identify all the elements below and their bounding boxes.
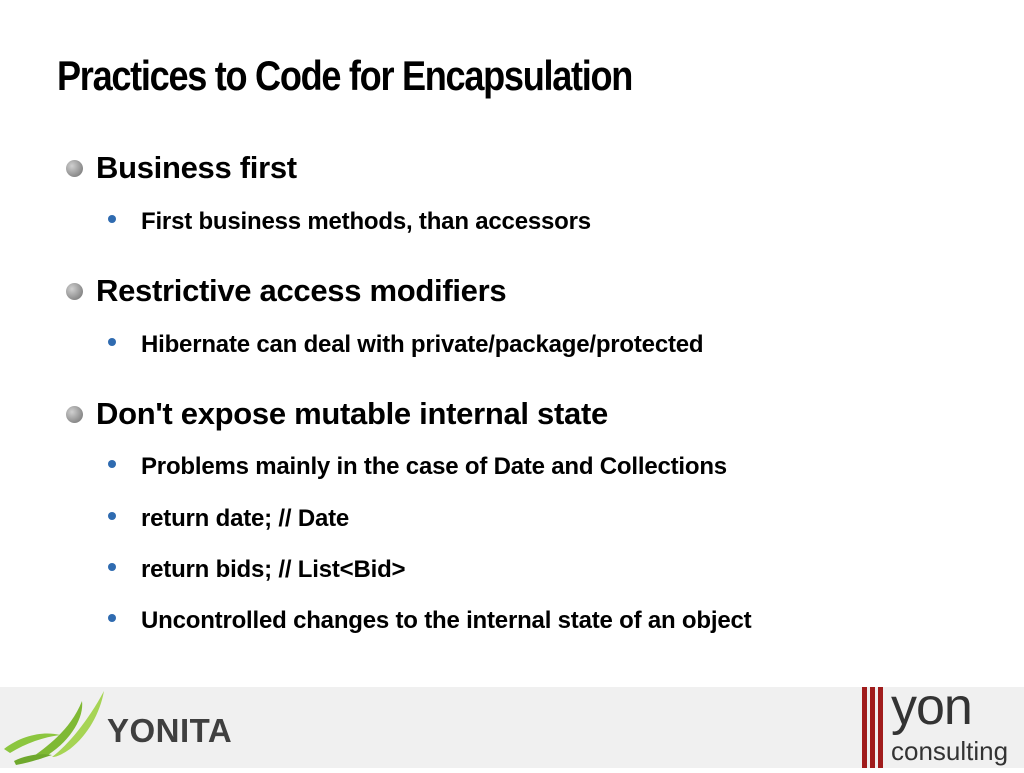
bullet-dot-icon — [66, 160, 83, 177]
yonita-swoosh-logo-icon — [0, 687, 110, 768]
sub-bullet-dot-icon — [108, 614, 116, 622]
sub-bullet-text: return date; // Date — [141, 505, 350, 532]
sub-bullet-item — [108, 607, 751, 635]
sub-bullet-text: First business methods, than accessors — [141, 208, 591, 235]
bullet-text: Don't expose mutable internal state — [96, 396, 608, 431]
sub-bullet-item — [108, 556, 405, 584]
sub-bullet-dot-icon — [108, 215, 116, 223]
sub-bullet-text: Hibernate can deal with private/package/protected — [141, 331, 704, 358]
bullet-text: Restrictive access modifiers — [96, 273, 507, 308]
bullet-text: Business first — [96, 150, 297, 185]
sub-bullet-dot-icon — [108, 563, 116, 571]
sub-bullet-item — [108, 505, 349, 533]
yonita-wordmark: YONITA — [107, 712, 233, 749]
sub-bullet-text: return bids; // List<Bid> — [141, 556, 406, 583]
sub-bullet-item — [108, 208, 591, 236]
bullet-dot-icon — [66, 406, 83, 423]
sub-bullet-dot-icon — [108, 512, 116, 520]
sub-bullet-item — [108, 453, 727, 481]
yon-bars-icon — [862, 687, 884, 768]
footer-bar — [0, 678, 1024, 768]
sub-bullet-dot-icon — [108, 338, 116, 346]
bullet-item — [66, 273, 506, 309]
sub-bullet-item — [108, 331, 703, 359]
yon-wordmark: yon — [891, 678, 972, 736]
yonita-logo — [0, 687, 260, 768]
bullet-item — [66, 396, 608, 432]
bullet-item — [66, 150, 297, 186]
slide-title: Practices to Code for Encapsulation — [57, 52, 633, 99]
sub-bullet-text: Uncontrolled changes to the internal state of an object — [141, 607, 752, 634]
sub-bullet-dot-icon — [108, 460, 116, 468]
yon-consulting-logo — [858, 678, 1024, 768]
bullet-dot-icon — [66, 283, 83, 300]
sub-bullet-text: Problems mainly in the case of Date and Collections — [141, 453, 727, 480]
consulting-wordmark: consulting — [891, 736, 1009, 766]
